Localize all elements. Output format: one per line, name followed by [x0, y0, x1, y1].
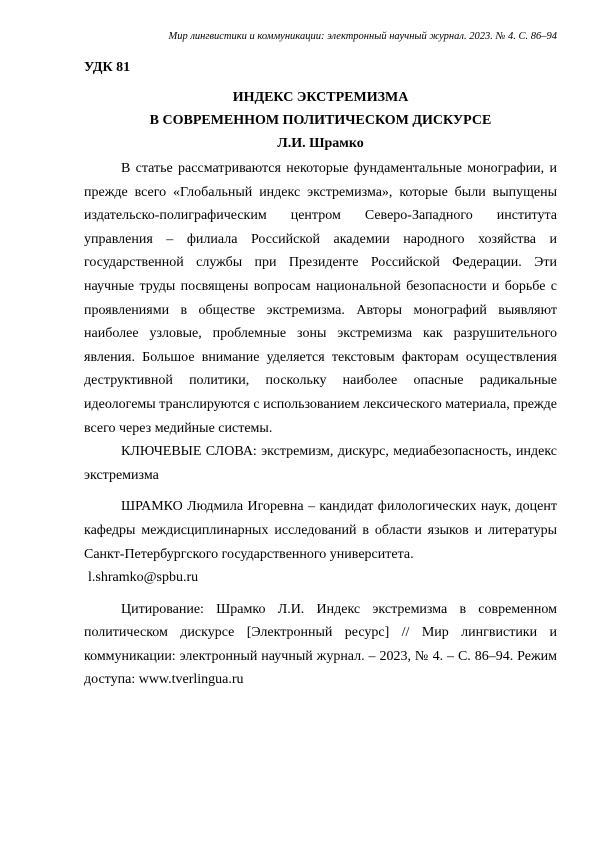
keywords-paragraph: КЛЮЧЕВЫЕ СЛОВА: экстремизм, дискурс, медиабезопасность, индекс экстремизма	[84, 440, 557, 487]
article-title-line-1: ИНДЕКС ЭКСТРЕМИЗМА	[84, 86, 557, 109]
citation-paragraph: Цитирование: Шрамко Л.И. Индекс экстремизма в современном политическом дискурсе [Электронный ресурс] // Мир лингвистики и коммуникации: электронный научный журнал. – 2023, № 4. – С. 86–94. Режим доступа: www.tverlingua.ru	[84, 598, 557, 692]
author-email: l.shramko@spbu.ru	[88, 566, 557, 590]
article-title-line-2: В СОВРЕМЕННОМ ПОЛИТИЧЕСКОМ ДИСКУРСЕ	[84, 109, 557, 132]
udk-code: УДК 81	[84, 58, 557, 78]
author-info-paragraph: ШРАМКО Людмила Игоревна – кандидат филологических наук, доцент кафедры междисциплинарных исследований в области языков и литературы Санкт-Петербургского государственного университета.	[84, 495, 557, 566]
abstract-paragraph: В статье рассматриваются некоторые фундаментальные монографии, и прежде всего «Глобальный индекс экстремизма», которые были выпущены издательско-полиграфическим центром Северо-Западного института управления – филиала Российской академии народного хозяйства и государственной службы при Президенте Российской Федерации. Эти научные труды посвящены вопросам национальной безопасности и борьбе с проявлениями в обществе экстремизма. Авторы монографий выявляют наиболее узловые, проблемные зоны экстремизма как разрушительного явления. Большое внимание уделяется текстовым факторам осуществления деструктивной политики, поскольку наиболее опасные радикальные идеологемы транслируются с использованием лексического материала, прежде всего через медийные системы.	[84, 157, 557, 440]
running-header: Мир лингвистики и коммуникации: электронный научный журнал. 2023. № 4. С. 86–94	[84, 30, 557, 44]
article-author: Л.И. Шрамко	[84, 132, 557, 155]
article-page	[84, 30, 557, 692]
